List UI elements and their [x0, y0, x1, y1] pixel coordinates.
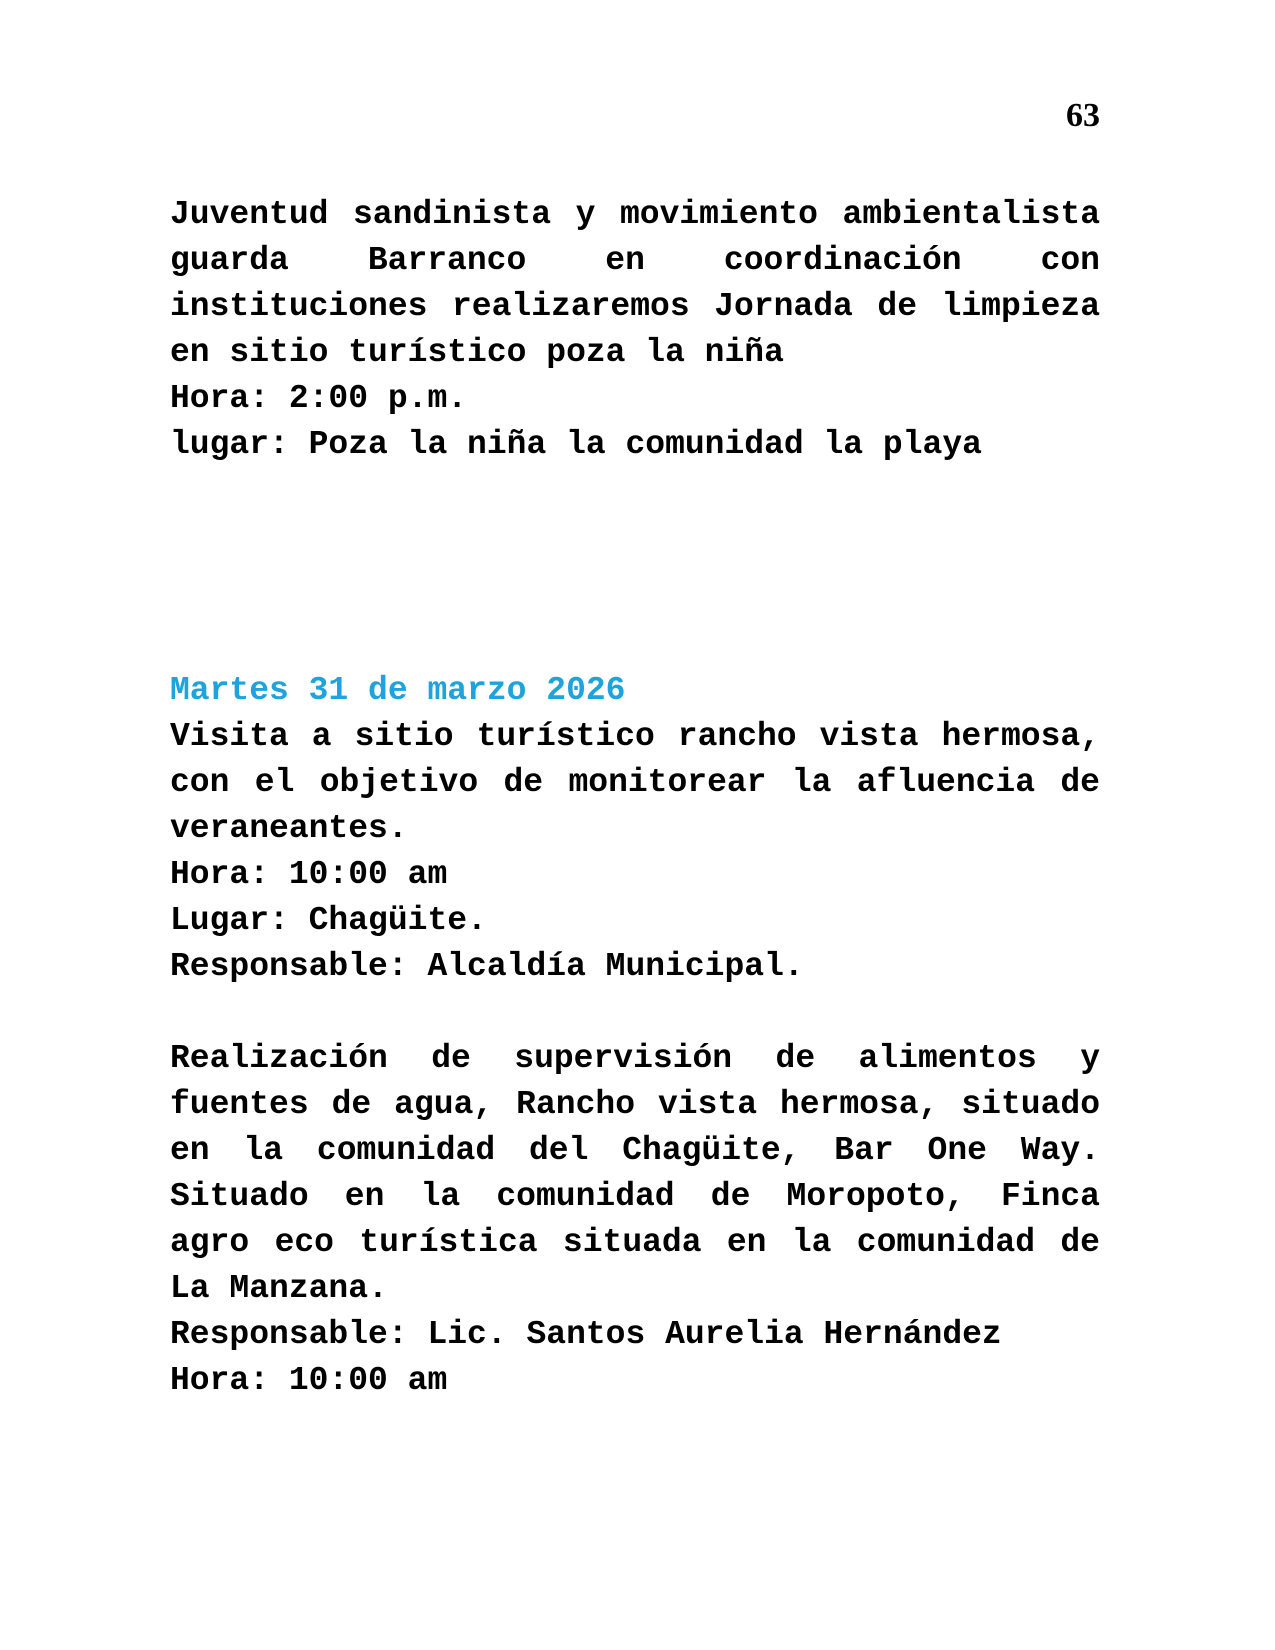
text-line: Visita a sitio turístico rancho vista hermosa, — [170, 718, 1100, 755]
date-heading: Martes 31 de marzo 2026 — [170, 672, 626, 709]
paragraph-event-supervision — [170, 1036, 1100, 1404]
text-line: guarda Barranco en coordinación con — [170, 242, 1100, 279]
text-line: agro eco turística situada en la comunidad de — [170, 1224, 1100, 1261]
text-line: La Manzana. — [170, 1270, 388, 1307]
page-number: 63 — [1066, 97, 1100, 134]
text-line: Hora: 2:00 p.m. — [170, 380, 468, 417]
text-line: fuentes de agua, Rancho vista hermosa, situado — [170, 1086, 1100, 1123]
text-line: lugar: Poza la niña la comunidad la playa — [170, 426, 982, 463]
text-line: veraneantes. — [170, 810, 408, 847]
text-line: Responsable: Lic. Santos Aurelia Hernández — [170, 1316, 1002, 1353]
text-line: Responsable: Alcaldía Municipal. — [170, 948, 804, 985]
vertical-spacer — [170, 468, 1100, 668]
text-line: instituciones realizaremos Jornada de limpieza — [170, 288, 1100, 325]
text-line: en sitio turístico poza la niña — [170, 334, 784, 371]
text-line: Situado en la comunidad de Moropoto, Finca — [170, 1178, 1100, 1215]
text-line: Lugar: Chagüite. — [170, 902, 487, 939]
text-line: Hora: 10:00 am — [170, 1362, 448, 1399]
text-line: Juventud sandinista y movimiento ambientalista — [170, 196, 1100, 233]
text-line: Hora: 10:00 am — [170, 856, 448, 893]
page-content — [170, 192, 1100, 1404]
paragraph-event-cleanup — [170, 192, 1100, 468]
paragraph-event-visit — [170, 714, 1100, 990]
text-line: en la comunidad del Chagüite, Bar One Way. — [170, 1132, 1100, 1169]
text-line: con el objetivo de monitorear la afluencia de — [170, 764, 1100, 801]
text-line: Realización de supervisión de alimentos y — [170, 1040, 1100, 1077]
